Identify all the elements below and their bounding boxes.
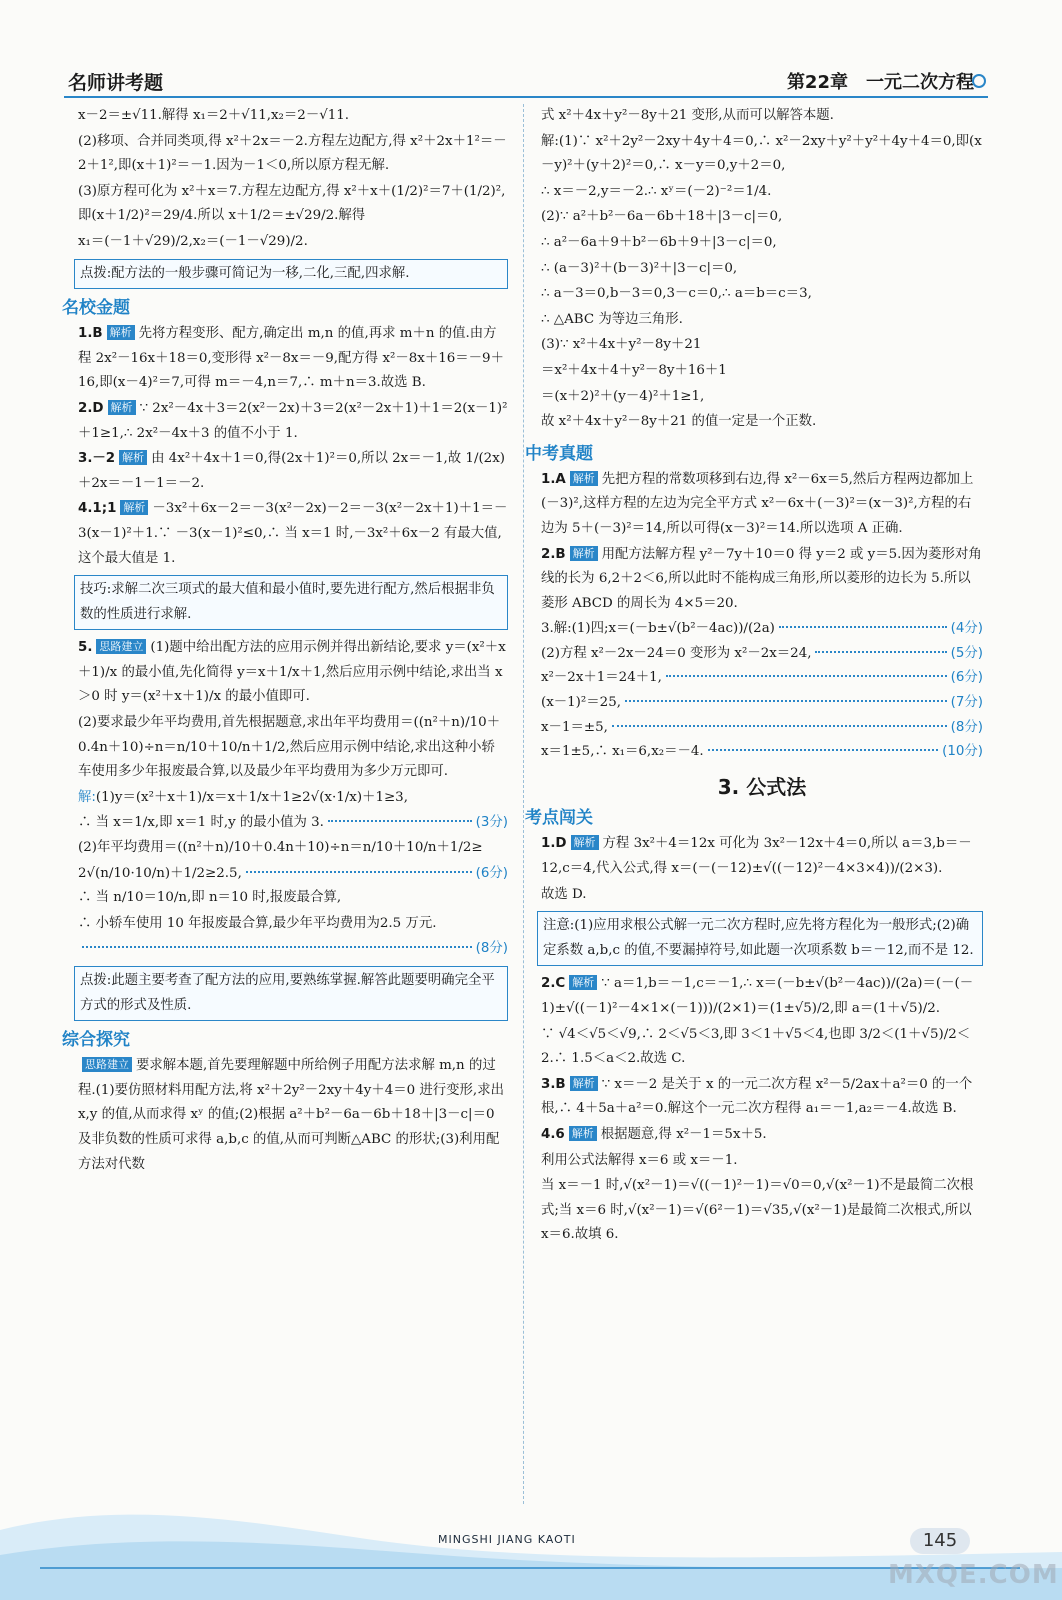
analysis-tag: 解析 xyxy=(569,1126,597,1141)
text-line: 当 x＝－1 时,√(x²－1)＝√((－1)²－1)＝√0＝0,√(x²－1)不是最简二次根式;当 x＝6 时,√(x²－1)＝√(6²－1)＝√35,√(x²－1)是最简二次根式,所以 x＝6.故填 6. xyxy=(541,1178,974,1243)
solution-line: 解:(1)∵ x²＋2y²－2xy＋4y＋4＝0,∴ x²－2xy＋y²＋y²＋4y＋4＝0,即(x－y)²＋(y＋2)²＝0,∴ x－y＝0,y＋2＝0, xyxy=(541,133,982,174)
answer-item xyxy=(78,1054,508,1177)
answer-text: (1)题中给出配方法的应用示例并得出新结论,要求 y＝(x²＋x＋1)/x 的最小值,先化简得 y＝x＋1/x＋1,然后应用示例中结论,求出当 x＞0 时 y＝(x²＋x＋1)/x 的最小值即可. xyxy=(78,640,506,705)
answer-number: 2.B xyxy=(541,546,566,562)
scored-line xyxy=(541,716,983,741)
watermark: MXQE.COM xyxy=(888,1560,1059,1590)
answer-text: ∵ x＝－2 是关于 x 的一元二次方程 x²－5/2ax＋a²＝0 的一个根,∴ 4＋5a＋a²＝0.解这个一元二次方程得 a₁＝－1,a₂＝－4.故选 B. xyxy=(541,1076,973,1117)
answer-number: 3.B xyxy=(541,1076,566,1092)
answer-item xyxy=(541,1073,983,1122)
text-line: (2)要求最少年平均费用,首先根据题意,求出年平均费用＝((n²＋n)/10＋0.4n＋10)÷n＝n/10＋10/n＋1/2,然后应用示例中结论,求出这种小轿车使用多少年报废最合算,以及最少年平均费用为多少万元即可. xyxy=(78,715,501,780)
solution-line: ∴ a²－6a＋9＋b²－6b＋9＋|3－c|＝0, xyxy=(541,234,777,250)
dotted-leader xyxy=(708,749,938,751)
solution-line: ∴ x＝－2,y＝－2.∴ xʸ＝(－2)⁻²＝1/4. xyxy=(541,183,772,199)
answer-number: 4.6 xyxy=(541,1126,565,1142)
solution-text: ∴ 当 x＝1/x,即 x＝1 时,y 的最小值为 3. xyxy=(78,815,324,831)
text-line: (3)原方程可化为 x²＋x＝7.方程左边配方,得 x²＋x＋(1/2)²＝7＋(1/2)²,即(x＋1/2)²＝29/4.所以 x＋1/2＝±√29/2.解得 xyxy=(78,183,506,224)
solution-line: (2)∵ a²＋b²－6a－6b＋18＋|3－c|＝0, xyxy=(541,209,783,225)
solution-line: ＝x²＋4x＋4＋y²－8y＋16＋1 xyxy=(541,362,727,378)
score: (6分) xyxy=(475,865,508,881)
answer-text: ∵ 2x²－4x＋3＝2(x²－2x)＋3＝2(x²－2x＋1)＋1＝2(x－1)²＋1≥1,∴ 2x²－4x＋3 的值不小于 1. xyxy=(78,400,508,441)
solution-line: 故 x²＋4x＋y²－8y＋21 的值一定是一个正数. xyxy=(541,414,817,430)
analysis-tag: 解析 xyxy=(569,975,597,990)
left-column xyxy=(62,104,508,1178)
dotted-leader xyxy=(328,820,472,822)
text-line: ∴ 当 n/10＝10/n,即 n＝10 时,报废最合算, xyxy=(78,890,342,906)
answer-text: 用配方法解方程 y²－7y＋10＝0 得 y＝2 或 y＝5.因为菱形对角线的长为 6,2＋2＜6,所以此时不能构成三角形,所以菱形的边长为 5.所以菱形 ABCD 的周长为 4×5＝20. xyxy=(541,546,982,611)
answer-item xyxy=(78,397,508,446)
right-column xyxy=(525,104,983,1249)
answer-number: 4.1;1 xyxy=(78,501,117,517)
answer-number: 2.C xyxy=(541,976,566,992)
text-line: (2)年平均费用＝((n²＋n)/10＋0.4n＋10)÷n＝n/10＋10/n＋1/2≥ xyxy=(78,840,483,856)
analysis-tag: 解析 xyxy=(119,450,147,465)
dotted-leader xyxy=(666,675,947,677)
answer-text: 方程 3x²＋4＝12x 可化为 3x²－12x＋4＝0,所以 a＝3,b＝－12,c＝4,代入公式,得 x＝(－(－12)±√((－12)²－4×3×4))/(2×3). xyxy=(541,836,972,877)
score: (3分) xyxy=(475,815,508,831)
tip-box: 点拨:配方法的一般步骤可简记为一移,二化,三配,四求解. xyxy=(74,259,508,290)
page-number: 145 xyxy=(910,1528,970,1554)
score: (6分) xyxy=(950,670,983,686)
analysis-tag: 解析 xyxy=(570,546,598,561)
solution-line: ＝(x＋2)²＋(y－4)²＋1≥1, xyxy=(541,388,705,404)
text-line xyxy=(78,786,508,811)
solution-text: (x－1)²＝25, xyxy=(541,695,621,711)
answer-item xyxy=(78,636,508,710)
solution-label: 解: xyxy=(78,789,96,805)
idea-tag: 思路建立 xyxy=(82,1057,132,1072)
circle-icon xyxy=(972,74,986,88)
analysis-tag: 解析 xyxy=(108,400,136,415)
scored-line xyxy=(78,811,508,836)
book-title: 名师讲考题 xyxy=(68,72,164,94)
answer-text: ∵ a＝1,b＝－1,c＝－1,∴ x＝(－b±√(b²－4ac))/(2a)＝(－(－1)±√((－1)²－4×1×(－1)))/(2×1)＝(1±√5)/2,即 a＝(1＋√5)/2. xyxy=(541,976,974,1016)
solution-text: 3.解:(1)四;x＝(－b±√(b²－4ac))/(2a) xyxy=(541,621,775,637)
dotted-leader xyxy=(246,871,472,873)
answer-number: 2.D xyxy=(78,400,104,416)
column-divider xyxy=(523,104,524,1504)
answer-item xyxy=(541,972,983,1021)
solution-text: x＝1±5,∴ x₁＝6,x₂＝－4. xyxy=(541,744,704,760)
scored-line xyxy=(541,642,983,667)
answer-item xyxy=(541,832,983,881)
header-divider xyxy=(64,96,988,98)
text-line: ∵ √4＜√5＜√9,∴ 2＜√5＜3,即 3＜1＋√5＜4,也即 3/2＜(1＋√5)/2＜2.∴ 1.5＜a＜2.故选 C. xyxy=(541,1026,971,1067)
text-line: ∴ 小轿车使用 10 年报废最合算,最少年平均费用为2.5 万元. xyxy=(78,915,437,931)
section-title: 中考真题 xyxy=(525,443,593,464)
answer-item xyxy=(541,1123,983,1148)
scored-line xyxy=(78,937,508,962)
answer-item xyxy=(541,543,983,617)
answer-number: 1.A xyxy=(541,471,566,487)
scored-line xyxy=(541,740,983,765)
analysis-tag: 解析 xyxy=(107,325,135,340)
footer-label: MINGSHI JIANG KAOTI xyxy=(438,1533,576,1546)
dotted-leader xyxy=(625,700,947,702)
score: (5分) xyxy=(950,645,983,661)
solution-line: ∴ △ABC 为等边三角形. xyxy=(541,311,683,327)
chapter-title: 第22章 一元二次方程 xyxy=(786,72,974,93)
score: (7分) xyxy=(950,695,983,711)
answer-item xyxy=(78,447,508,496)
text-line: x－2＝±√11.解得 x₁＝2＋√11,x₂＝2－√11. xyxy=(78,108,350,123)
answer-text: 先将方程变形、配方,确定出 m,n 的值,再求 m＋n 的值.由方程 2x²－16x＋18＝0,变形得 x²－8x＝－9,配方得 x²－8x＋16＝－9＋16,即(x－4)²＝7,可得 m＝－4,n＝7,∴ m＋n＝3.故选 B. xyxy=(78,326,504,391)
dotted-leader xyxy=(82,946,472,948)
score: (8分) xyxy=(475,941,508,957)
solution-text: x²－2x＋1＝24＋1, xyxy=(541,670,662,686)
dotted-leader xyxy=(779,626,947,628)
answer-text: 由 4x²＋4x＋1＝0,得(2x＋1)²＝0,所以 2x＝－1,故 1/(2x)＋2x＝－1－1＝－2. xyxy=(78,451,505,491)
text-line: (2)移项、合并同类项,得 x²＋2x＝－2.方程左边配方,得 x²＋2x＋1²＝－2＋1²,即(x＋1)²＝－1.因为－1＜0,所以原方程无解. xyxy=(78,133,507,174)
score: (10分) xyxy=(942,744,983,760)
scored-line xyxy=(541,691,983,716)
solution-text: x－1＝±5, xyxy=(541,719,608,735)
answer-number: 1.B xyxy=(78,326,103,342)
tip-box: 技巧:求解二次三项式的最大值和最小值时,要先进行配方,然后根据非负数的性质进行求解. xyxy=(74,575,508,630)
section-title: 名校金题 xyxy=(62,298,130,319)
answer-text: 先把方程的常数项移到右边,得 x²－6x＝5,然后方程两边都加上(－3)²,这样方程的左边为完全平方式 x²－6x＋(－3)²＝(x－3)²,方程的右边为 5＋(－3)²＝14,所以可得(x－3)²＝14.所以选项 A 正确. xyxy=(541,471,974,536)
section-title: 综合探究 xyxy=(62,1030,130,1051)
answer-item xyxy=(78,322,508,396)
answer-text: －3x²＋6x－2＝－3(x²－2x)－2＝－3(x²－2x＋1)＋1＝－3(x－1)²＋1.∵ －3(x－1)²≤0,∴ 当 x＝1 时,－3x²＋6x－2 有最大值,这个最大值是 1. xyxy=(78,501,508,566)
section-title: 考点闯关 xyxy=(525,808,593,829)
analysis-tag: 解析 xyxy=(120,500,148,515)
analysis-tag: 解析 xyxy=(570,471,598,486)
tip-box: 点拨:此题主要考查了配方法的应用,要熟练掌握.解答此题要明确完全平方式的形式及性质. xyxy=(74,966,508,1021)
text-line: 式 x²＋4x＋y²－8y＋21 变形,从而可以解答本题. xyxy=(541,108,834,123)
solution-line: ∴ a－3＝0,b－3＝0,3－c＝0,∴ a＝b＝c＝3, xyxy=(541,286,812,302)
analysis-tag: 解析 xyxy=(570,1076,598,1091)
answer-text: 根据题意,得 x²－1＝5x＋5. xyxy=(600,1126,767,1142)
answer-text: 要求解本题,首先要理解题中所给例子用配方法求解 m,n 的过程.(1)要仿照材料用配方法,将 x²＋2y²－2xy＋4y＋4＝0 进行变形,求出 x,y 的值,从而求得 xʸ 的值;(2)根据 a²＋b²－6a－6b＋18＋|3－c|＝0 及非负数的性质可求得 a,b,c 的值,从而可判断△ABC 的形状;(3)利用配方法对代数 xyxy=(78,1058,504,1172)
scored-line xyxy=(78,862,508,887)
scored-line xyxy=(541,666,983,691)
note-box: 注意:(1)应用求根公式解一元二次方程时,应先将方程化为一般形式;(2)确定系数 a,b,c 的值,不要漏掉符号,如此题一次项系数 b＝－12,而不是 12. xyxy=(537,911,983,966)
answer-item xyxy=(78,497,508,571)
text-line: 利用公式法解得 x＝6 或 x＝－1. xyxy=(541,1152,738,1168)
solution-line: ∴ (a－3)²＋(b－3)²＋|3－c|＝0, xyxy=(541,260,738,276)
score: (8分) xyxy=(950,719,983,735)
answer-number: 1.D xyxy=(541,836,567,852)
solution-text: 2√(n/10·10/n)＋1/2≥2.5, xyxy=(78,865,242,881)
answer-item xyxy=(541,468,983,542)
dotted-leader xyxy=(815,651,946,653)
dotted-leader xyxy=(612,725,947,727)
answer-number: 5. xyxy=(78,640,93,656)
text-line: x₁＝(－1＋√29)/2,x₂＝(－1－√29)/2. xyxy=(78,233,308,249)
answer-number: 3.－2 xyxy=(78,451,116,467)
solution-text: (1)y＝(x²＋x＋1)/x＝x＋1/x＋1≥2√(x·1/x)＋1≥3, xyxy=(95,789,408,805)
lesson-title: 3. 公式法 xyxy=(717,774,807,799)
text-line: 故选 D. xyxy=(541,886,587,902)
idea-tag: 思路建立 xyxy=(96,639,146,654)
solution-line: (3)∵ x²＋4x＋y²－8y＋21 xyxy=(541,337,702,353)
score: (4分) xyxy=(950,621,983,637)
scored-line xyxy=(541,617,983,642)
solution-text: (2)方程 x²－2x－24＝0 变形为 x²－2x＝24, xyxy=(541,645,812,661)
analysis-tag: 解析 xyxy=(571,835,599,850)
